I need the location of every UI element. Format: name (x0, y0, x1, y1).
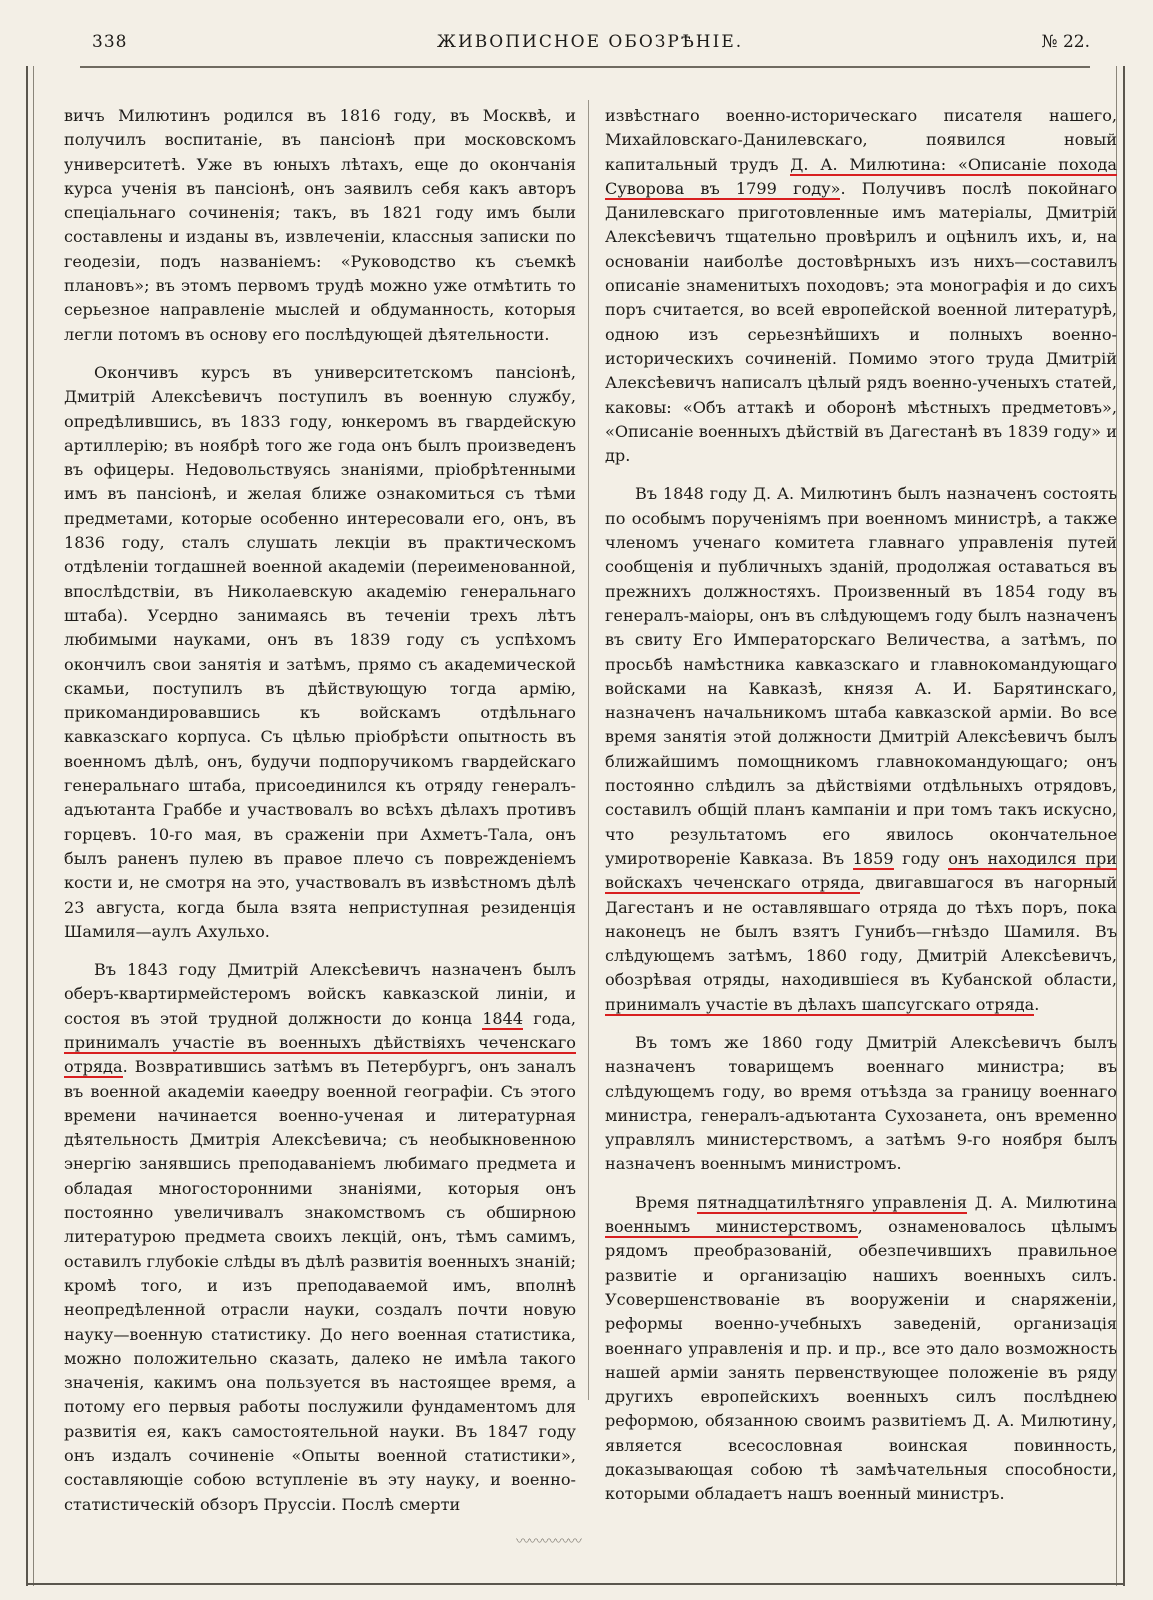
text-span: Время (635, 1192, 698, 1212)
page-frame-right (1123, 66, 1125, 1586)
page-frame-bottom (26, 1583, 1125, 1585)
text-span: года, (523, 1008, 576, 1028)
highlighted-year-1859: 1859 (852, 848, 894, 868)
journal-title: ЖИВОПИСНОЕ ОБОЗРѢНІЕ. (436, 32, 744, 52)
text-span: . (1034, 994, 1040, 1014)
left-paragraph-3 (64, 958, 576, 1517)
page-frame-left (26, 66, 28, 1586)
highlighted-year-1844: 1844 (482, 1008, 524, 1028)
left-column (64, 104, 576, 1517)
right-paragraph-1 (605, 104, 1117, 468)
text-span: . Получивъ послѣ покойнаго Данилевскаго приготовленные имъ матеріалы, Дмитрій Алексѣевичъ тщательно провѣрилъ и оцѣнилъ ихъ, и, на основаніи наиболѣе достовѣрныхъ изъ нихъ—составилъ описаніе знаменитыхъ походовъ; эта монографія и до сихъ поръ считается, во всей европейской военной литературѣ, одною изъ серьезнѣйшихъ и полныхъ военно-историческихъ сочиненій. Помимо этого труда Дмитрій Алексѣевичъ написалъ цѣлый рядъ военно-ученыхъ статей, каковы: «Объ аттакѣ и оборонѣ мѣстныхъ предметовъ», «Описаніе военныхъ дѣйствій въ Дагестанѣ въ 1839 году» и др. (605, 178, 1117, 466)
text-span: , ознаменовалось цѣлымъ рядомъ преобразованій, обезпечившихъ правильное развитіе и организацію нашихъ военныхъ силъ. Усовершенствованіе въ вооруженіи и снаряженіи, реформы военно-учебныхъ заведеній, организація военнаго управленія и пр. и пр., все это дало возможность нашей арміи занять первенствующее положеніе въ ряду другихъ европейскихъ военныхъ силъ послѣднею реформою, обязанною своимъ развитіемъ Д. А. Милютину, является всесословная воинская повинность, доказывающая собою тѣ замѣчательныя способности, которыми обладаетъ нашъ военный министръ. (605, 1217, 1117, 1504)
text-span: Въ томъ же 1860 году Дмитрій Алексѣевичъ былъ назначенъ товарищемъ военнаго министра; въ слѣдующемъ году, во время отъѣзда за границу военнаго министра, генералъ-адъютанта Сухозанета, онъ временно управлялъ министерствомъ, а затѣмъ 9-го ноября былъ назначенъ военнымъ министромъ. (605, 1032, 1117, 1174)
highlighted-shapsug-detachment: принималъ участіе въ дѣлахъ шапсугскаго отряда (605, 994, 1035, 1014)
text-span: году (893, 848, 949, 868)
left-paragraph-1 (64, 104, 576, 347)
text-span: Окончивъ курсъ въ университетскомъ пансіонѣ, Дмитрій Алексѣевичъ поступилъ въ военную службу, опредѣлившись, въ 1833 году, юнкеромъ въ гвардейскую артиллерію; въ ноябрѣ того же года онъ былъ произведенъ въ офицеры. Недовольствуясь знаніями, пріобрѣтенными имъ въ пансіонѣ, и желая ближе ознакомиться съ тѣми предметами, которые особенно интересовали его, онъ, въ 1836 году, сталъ слушать лекціи въ практическомъ отдѣленіи тогдашней военной академіи (переименованной, впослѣдствіи, въ Николаевскую академію генеральнаго штаба). Усердно занимаясь въ теченіи трехъ лѣтъ любимыми науками, онъ въ 1839 году съ успѣхомъ окончилъ свои занятія и затѣмъ, прямо съ академической скамьи, поступилъ въ дѣйствующую тогда армію, прикомандировавшись къ войскамъ отдѣльнаго кавказскаго корпуса. Съ цѣлью пріобрѣсти опытность въ военномъ дѣлѣ, онъ, будучи подпоручикомъ гвардейскаго генеральнаго штаба, присоединился къ отряду генералъ-адъютанта Граббе и участвовалъ во всѣхъ дѣлахъ противъ горцевъ. 10-го мая, въ сраженіи при Ахметъ-Тала, онъ былъ раненъ пулею въ правое плечо съ поврежденіемъ кости и, не смотря на это, участвовалъ въ извѣстномъ дѣлѣ 23 августа, когда была взята неприступная резиденція Шамиля—аулъ Ахульхо. (64, 362, 576, 941)
text-span: извѣстнаго военно-историческаго писателя нашего, Михайловскаго-Данилевскаго, появился новый капитальный трудъ (605, 106, 1117, 174)
text-span: Д. А. Милютина (967, 1192, 1117, 1212)
text-span: , двигавшагося въ нагорный Дагестанъ и не оставлявшаго отряда до тѣхъ поръ, пока наконецъ не былъ взятъ Гунибъ—гнѣздо Шамиля. Въ слѣдующемъ затѣмъ, 1860 году, Дмитрій Алексѣевичъ, обозрѣвая отряды, находившіеся въ Кубанской области, (605, 873, 1117, 990)
page-number: 338 (92, 32, 128, 52)
highlighted-chechen-troops: онъ находился при войскахъ чеченскаго отряда (605, 848, 1117, 893)
issue-number: № 22. (1041, 32, 1090, 52)
column-divider (588, 100, 589, 1400)
right-paragraph-3 (605, 1031, 1117, 1177)
text-span: Въ 1843 году Дмитрій Алексѣевичъ назначенъ былъ оберъ-квартирмейстеромъ войскъ кавказской линіи, и состоя въ этой трудной должности до конца (64, 960, 576, 1028)
highlighted-war-ministry: военнымъ министерствомъ (605, 1217, 858, 1237)
header-rule (80, 66, 1090, 68)
page-header (90, 28, 1090, 58)
text-span: . Возвратившись затѣмъ въ Петербургъ, онъ заналъ въ военной академіи каѳедру военной географіи. Съ этого времени начинается военно-ученая и литературная дѣятельность Дмитрія Алексѣевича; съ необыкновенною энергію занявшись преподаваніемъ любимаго предмета и обладая многосторонними знаніями, которыя онъ постоянно увеличивалъ знакомствомъ съ обширною литературою предмета своихъ лекцій, онъ, тѣмъ самимъ, оставилъ глубокіе слѣды въ дѣлѣ развитія военныхъ знаній; кромѣ того, и изъ преподаваемой имъ, вполнѣ неопредѣленной отрасли науки, создалъ почти новую науку—военную статистику. До него военная статистика, можно положительно сказать, далеко не имѣла такого значенія, какимъ она пользуется въ настоящее время, а потому его первыя работы послужили фундаментомъ для развитія ея, какъ самостоятельной науки. Въ 1847 году онъ издалъ сочиненіе «Опыты военной статистики», составляющіе собою вступленіе въ эту науку, и военно-статистическій обзоръ Пруссіи. Послѣ смерти (64, 1057, 576, 1514)
page-frame-left-inner (33, 66, 34, 1586)
highlighted-chechen-detachment: принималъ участіе въ военныхъ дѣйствіяхъ чеченскаго отряда (64, 1032, 576, 1077)
right-column (605, 104, 1117, 1507)
highlighted-suvorov-campaign: Д. А. Милютина: «Описаніе похода Суворова въ 1799 году» (605, 154, 1117, 198)
right-paragraph-4 (605, 1191, 1117, 1507)
right-paragraph-2 (605, 482, 1117, 1017)
text-span: вичъ Милютинъ родился въ 1816 году, въ Москвѣ, и получилъ воспитаніе, въ пансіонѣ при московскомъ университетѣ. Уже въ юныхъ лѣтахъ, еще до окончанія курса ученія въ пансіонѣ, онъ заявилъ себя какъ авторъ спеціальнаго сочиненія; такъ, въ 1821 году имъ были составлены и изданы въ, извлеченіи, классныя записки по геодезіи, подъ названіемъ: «Руководство къ съемкѣ плановъ»; въ этомъ первомъ трудѣ можно уже отмѣтить то серьезное направленіе мыслей и обдуманность, которыя легли потомъ въ основу его послѣдующей дѣятельности. (64, 106, 576, 344)
highlighted-fifteen-year-administration: пятнадцатилѣтняго управленія (697, 1192, 968, 1212)
left-paragraph-2 (64, 361, 576, 944)
text-span: Въ 1848 году Д. А. Милютинъ былъ назначенъ состоять по особымъ порученіямъ при военномъ министрѣ, а также членомъ ученаго комитета главнаго управленія путей сообщенія и публичныхъ зданій, продолжая оставаться въ прежнихъ должностяхъ. Произвенный въ 1854 году въ генералъ-маіоры, онъ въ слѣдующемъ году былъ назначенъ въ свиту Его Императорскаго Величества, а затѣмъ, по просьбѣ намѣстника кавказскаго и главнокомандующаго войсками на Кавказѣ, князя А. И. Барятинскаго, назначенъ начальникомъ штаба кавказской арміи. Во все время занятія этой должности Дмитрій Алексѣевичъ былъ ближайшимъ помощникомъ главнокомандующаго; онъ постоянно слѣдилъ за дѣйствіями отдѣльныхъ отрядовъ, составилъ общій планъ кампаніи и при томъ такъ искусно, что результатомъ его явилось окончательное умиротвореніе Кавказа. Въ (605, 484, 1117, 868)
footer-ornament: 〰〰〰〰〰 (516, 1534, 581, 1550)
